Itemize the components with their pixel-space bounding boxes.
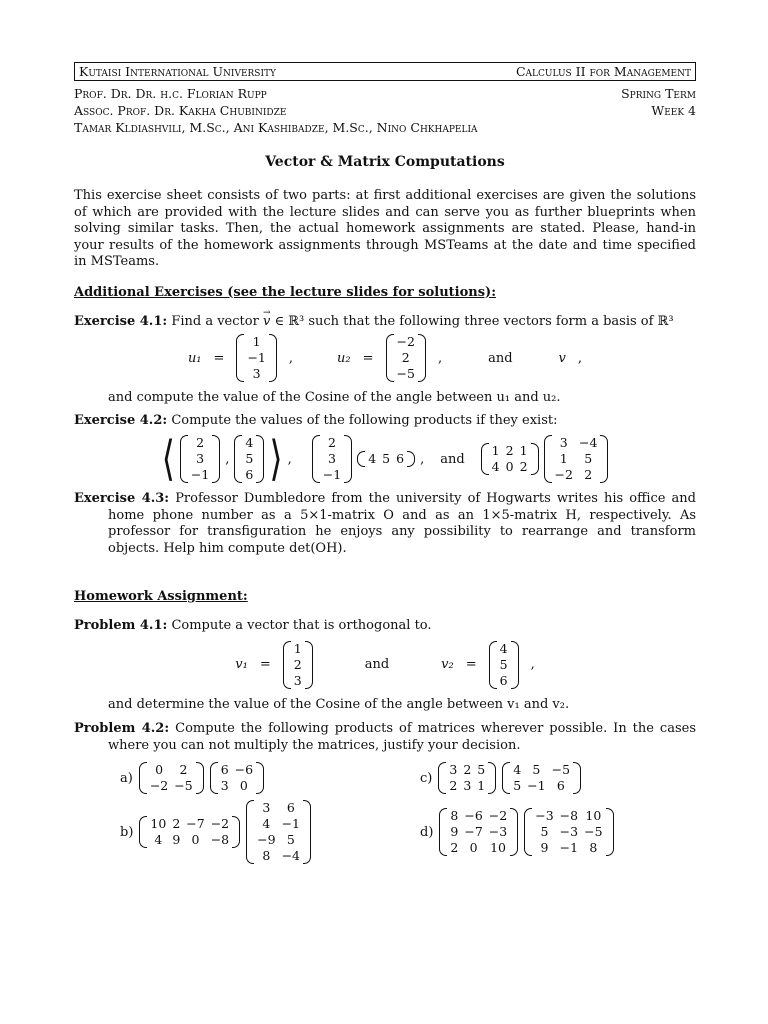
problem-4-2	[74, 721, 696, 754]
matrix-entry: 1	[491, 443, 500, 458]
matrix-entry: −2	[488, 808, 508, 823]
products-row: ⟨ 2 3 −1 , 4 5 6 ⟩ , 2 3 −1 4 5 6 , and 1 2 1 4 0 2 3 −4 1 5 −2 2	[74, 435, 696, 483]
matrix-entry: 4	[368, 451, 377, 466]
matrix-entry: 5	[513, 778, 522, 793]
matrix-entry: 3	[449, 762, 458, 777]
vector-v1	[283, 641, 313, 689]
section-homework: Homework Assignment:	[74, 589, 248, 604]
vector-name: u₁	[187, 350, 202, 366]
term: Spring Term	[621, 86, 696, 101]
matrix-entry: 6	[286, 800, 295, 815]
row-vector	[357, 451, 415, 467]
matrix-entry: 2	[179, 762, 188, 777]
matrix-entry: −4	[578, 435, 598, 450]
orthogonal-vectors: v₁ = 1 2 3 and v₂ = 4 5 6 ,	[235, 640, 535, 688]
matrix-entry: 9	[540, 840, 549, 855]
matrix-entry: 5	[245, 451, 254, 466]
exercise-4-3	[74, 491, 696, 557]
matrix	[246, 800, 311, 864]
week: Week 4	[651, 103, 696, 118]
matrix-entry: 0	[191, 832, 200, 847]
matrix-entry: 10	[585, 808, 602, 823]
and-word: and	[364, 657, 390, 672]
header-details	[74, 85, 696, 136]
matrix-entry: 0	[239, 778, 248, 793]
matrix-m2	[544, 435, 609, 483]
basis-vectors: u₁ = 1 −1 3 , u₂ = −2 2 −5 , and v ,	[187, 334, 583, 381]
matrix-entry: 3	[328, 451, 336, 466]
matrix-entry: 5	[499, 656, 508, 672]
matrix-entry: −6	[464, 808, 483, 823]
matrix-entry: −1	[247, 350, 266, 365]
product-c	[420, 762, 720, 794]
matrix-entry: 5	[584, 451, 593, 466]
matrix-entry: −7	[464, 824, 483, 839]
matrix-entry: −1	[322, 467, 342, 482]
matrix-entry: 1	[252, 334, 261, 349]
matrix-entry: 3	[252, 366, 261, 381]
matrix-entry: 2	[463, 762, 472, 777]
matrix-m1	[481, 443, 539, 475]
matrix-entry: 2	[584, 467, 593, 482]
vector-u2	[386, 334, 426, 382]
matrix-entry: 3	[262, 800, 271, 815]
vector-b	[234, 435, 264, 483]
matrix-entry: 6	[396, 451, 405, 466]
matrix-entry: −9	[257, 832, 276, 847]
matrix-entry: 3	[559, 435, 568, 450]
exercise-text: Compute the values of the following products if they exist:	[171, 412, 558, 428]
matrix-entry: 4	[245, 435, 254, 450]
item-label: d)	[420, 824, 434, 840]
matrix-entry: 1	[477, 778, 486, 793]
matrix-entry: 2	[505, 443, 514, 458]
and-word: and	[440, 451, 465, 467]
intro-paragraph: This exercise sheet consists of two parts: at first additional exercises are given the solutions of which are provided with the lecture slides and can serve you as further blueprints when solving similar tasks. Then, the actual homework assignments are stated. Please, hand-in your results of the homework assignments through MSTeams at the date and time specified in MSTeams.	[74, 188, 696, 269]
matrix-entry: 2	[519, 459, 528, 474]
matrix-entry: 0	[505, 459, 514, 474]
matrix-entry: −8	[210, 832, 230, 847]
and-word: and	[488, 350, 513, 366]
matrix-entry: −2	[554, 467, 573, 482]
matrix-entry: 2	[172, 816, 181, 831]
problem-followup: and determine the value of the Cosine of the angle between v₁ and v₂.	[108, 696, 570, 712]
header-box	[74, 62, 696, 81]
matrix-entry: 2	[450, 840, 459, 855]
matrix	[210, 762, 264, 794]
matrix-entry: 1	[293, 640, 302, 656]
matrix-entry: −2	[210, 816, 230, 831]
matrix-entry: 2	[328, 435, 336, 450]
matrix-entry: 4	[513, 762, 522, 777]
staff-line: Assoc. Prof. Dr. Kakha Chubinidze	[74, 103, 287, 118]
matrix-entry: −2	[396, 334, 415, 349]
matrix-entry: 6	[499, 672, 508, 688]
matrix-entry: 2	[449, 778, 458, 793]
item-label: a)	[120, 770, 133, 786]
matrix	[502, 762, 581, 794]
matrix-entry: 5	[477, 762, 486, 777]
matrix-entry: 10	[150, 816, 167, 831]
item-label: b)	[120, 824, 134, 840]
problem-text: Compute the following products of matrices wherever possible. In the cases where you can not multiply the matrices, justify your decision.	[108, 721, 696, 753]
matrix-entry: −3	[559, 824, 579, 839]
problem-label: Problem 4.1:	[74, 618, 168, 633]
matrix-entry: −7	[186, 816, 205, 831]
exercise-text: Professor Dumbledore from the university of Hogwarts writes his office and home phone number as a 5×1-matrix O and as an 1×5-matrix H, respectively. As professor for transfiguration he enjoys any possibility to rearrange and transform objects. Help him compute det(OH).	[108, 491, 696, 556]
course-name: Calculus II for Management	[515, 64, 691, 79]
matrix	[439, 808, 518, 856]
vector-a	[180, 435, 220, 483]
matrix-entry: 8	[262, 848, 271, 863]
matrix-entry: 10	[490, 840, 506, 855]
matrix-entry: −5	[551, 762, 571, 777]
matrix-entry: 3	[220, 778, 229, 793]
exercise-4-1	[74, 314, 696, 331]
vector-symbol: → v	[263, 314, 270, 331]
matrix-entry: 8	[589, 840, 598, 855]
matrix-entry: 3	[463, 778, 472, 793]
product-a	[120, 762, 420, 794]
exercise-sheet	[74, 62, 696, 864]
matrix-entry: −6	[234, 762, 254, 777]
exercise-text: ∈ ℝ³ such that the following three vectors form a basis of ℝ³	[274, 313, 674, 329]
problem-label: Problem 4.2:	[74, 721, 170, 736]
vector-v2	[489, 641, 519, 689]
matrix-entry: 2	[401, 350, 410, 365]
exercise-label: Exercise 4.3:	[74, 491, 170, 506]
item-label: c)	[420, 770, 433, 786]
product-b	[120, 800, 420, 864]
matrix-entry: 5	[382, 451, 391, 466]
university-name: Kutaisi International University	[79, 64, 276, 79]
matrix-entry: 2	[196, 435, 205, 450]
sheet-title: Vector & Matrix Computations	[265, 154, 505, 170]
matrix-entry: 3	[196, 451, 205, 466]
matrix-entry: −8	[559, 808, 579, 823]
matrix-entry: −1	[559, 840, 579, 855]
matrix-entry: −5	[396, 366, 415, 381]
matrix-products-grid	[120, 762, 696, 864]
matrix-entry: 0	[469, 840, 478, 855]
problem-4-1	[74, 618, 696, 635]
vector-u1	[236, 334, 276, 382]
matrix-entry: −1	[527, 778, 546, 793]
matrix	[438, 762, 496, 794]
matrix-entry: 2	[293, 656, 302, 672]
term-info	[621, 85, 696, 136]
matrix-entry: 5	[532, 762, 541, 777]
matrix-entry: 4	[262, 816, 271, 831]
exercise-text: Find a vector	[171, 313, 259, 329]
product-d	[420, 800, 720, 864]
matrix-entry: −4	[281, 848, 301, 863]
staff-line: Prof. Dr. Dr. h.c. Florian Rupp	[74, 86, 267, 101]
vector-name: u₂	[337, 350, 351, 366]
matrix-entry: −3	[535, 808, 554, 823]
matrix-entry: −1	[281, 816, 301, 831]
matrix-entry: 9	[172, 832, 181, 847]
matrix-entry: −5	[174, 778, 193, 793]
matrix-entry: 6	[245, 467, 254, 482]
matrix	[139, 762, 204, 794]
matrix	[524, 808, 613, 856]
staff-line: Tamar Kldiashvili, M.Sc., Ani Kashibadze, M.Sc., Nino Chkhapelia	[74, 120, 478, 135]
exercise-followup: and compute the value of the Cosine of the angle between u₁ and u₂.	[108, 390, 561, 405]
vector-c	[312, 435, 352, 483]
matrix-entry: 0	[155, 762, 164, 777]
vector-name: v₁	[235, 657, 248, 672]
matrix-entry: 1	[559, 451, 568, 466]
vector-name: v	[558, 350, 566, 366]
matrix-entry: 9	[450, 824, 459, 839]
vector-name: v₂	[441, 657, 454, 672]
matrix-entry: 1	[519, 443, 528, 458]
matrix-entry: 4	[154, 832, 163, 847]
matrix-entry: 8	[450, 808, 459, 823]
matrix-entry: 5	[540, 824, 549, 839]
matrix	[139, 816, 240, 848]
matrix-entry: 6	[556, 778, 565, 793]
matrix-entry: 5	[286, 832, 295, 847]
exercise-label: Exercise 4.2:	[74, 412, 168, 428]
matrix-entry: −3	[488, 824, 508, 839]
matrix-entry: −2	[149, 778, 169, 793]
matrix-entry: −1	[190, 467, 210, 482]
matrix-entry: 3	[293, 672, 302, 688]
matrix-entry: 6	[220, 762, 229, 777]
matrix-entry: 4	[499, 640, 508, 656]
exercise-label: Exercise 4.1:	[74, 313, 168, 329]
section-additional-exercises: Additional Exercises (see the lecture slides for solutions):	[74, 284, 496, 300]
staff-list	[74, 85, 478, 136]
problem-text: Compute a vector that is orthogonal to.	[171, 618, 432, 633]
matrix-entry: 4	[491, 459, 500, 474]
matrix-entry: −5	[584, 824, 603, 839]
exercise-4-2	[74, 413, 696, 430]
